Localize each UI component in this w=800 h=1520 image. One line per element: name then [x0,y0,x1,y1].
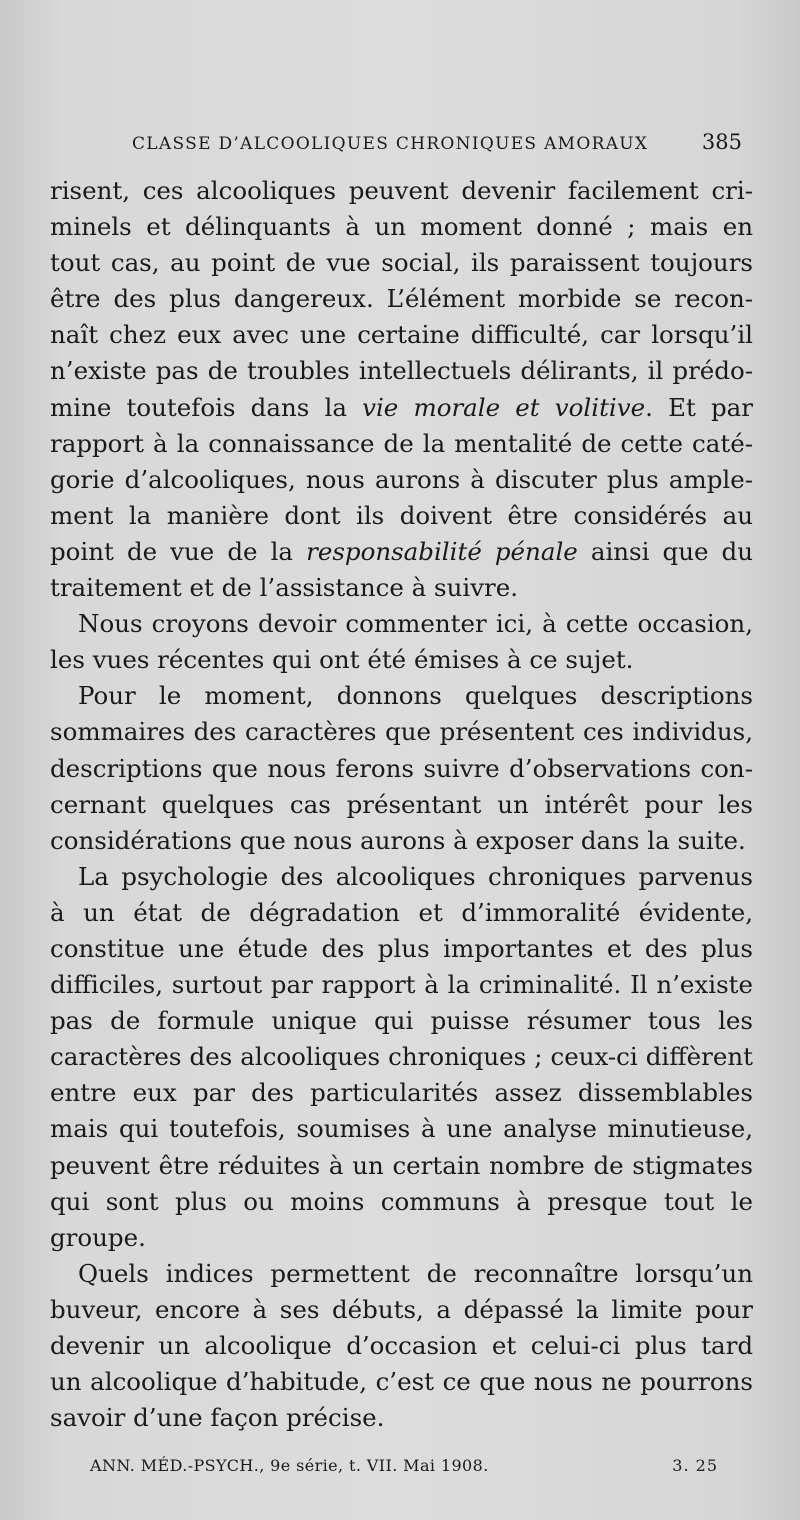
text-line: les vues récentes qui ont été émises à ce sujet. [50,645,634,675]
text-line: devenir un alcoolique d’occasion et celui-ci plus tard [50,1331,753,1360]
text-segment: point de vue de la [50,536,307,566]
body-text [50,173,753,1436]
page-number: 385 [701,130,742,154]
text-segment: ainsi que du [577,536,753,566]
text-line: Nous croyons devoir commenter ici, à cette occasion, [78,609,753,639]
page-footer [90,1456,718,1482]
text-line: minels et délinquants à un moment donné ; mais en [50,212,753,242]
text-line: ment la manière dont ils doivent être considérés au [50,500,753,530]
text-line: un alcoolique d’habitude, c’est ce que nous ne pourrons [50,1367,753,1397]
text-segment: . Et par [645,392,753,422]
text-line: qui sont plus ou moins communs à presque tout le [50,1186,753,1216]
text-line [50,534,753,570]
signature-mark: 3. 25 [672,1456,718,1475]
text-line: buveur, encore à ses débuts, a dépassé la limite pour [50,1294,753,1324]
journal-reference: ANN. MÉD.-PSYCH., 9e série, t. VII. Mai 1908. [90,1456,489,1475]
text-line: constitue une étude des plus importantes et des plus [50,933,753,963]
text-line: Quels indices permettent de reconnaître lorsqu’un [78,1258,753,1288]
text-line: caractères des alcooliques chroniques ; ceux-ci diffèrent [50,1042,753,1072]
text-line: cernant quelques cas présentant un intérêt pour les [50,789,753,819]
text-line: descriptions que nous ferons suivre d’observations con- [50,753,753,783]
running-header [50,128,742,162]
text-line: La psychologie des alcooliques chroniques parvenus [78,861,753,891]
text-line: risent, ces alcooliques peuvent devenir facilement cri- [50,176,753,205]
text-line: groupe. [50,1222,146,1252]
text-line: à un état de dégradation et d’immoralité évidente, [50,897,753,927]
text-line: savoir d’une façon précise. [50,1403,385,1433]
text-line: entre eux par des particularités assez dissemblables [50,1078,753,1108]
text-line [50,390,753,426]
text-line: naît chez eux avec une certaine difficulté, car lorsqu’il [50,320,753,350]
text-line: pas de formule unique qui puisse résumer tous les [50,1006,753,1036]
text-line: considérations que nous aurons à exposer dans la suite. [50,825,746,855]
text-line: mais qui toutefois, soumises à une analyse minutieuse, [50,1114,753,1144]
text-line: sommaires des caractères que présentent ces individus, [50,717,753,747]
text-line: tout cas, au point de vue social, ils paraissent toujours [50,248,753,278]
text-segment: mine toutefois dans la [50,392,363,422]
text-line: traitement et de l’assistance à suivre. [50,573,519,603]
text-line: difficiles, surtout par rapport à la criminalité. Il n’existe [50,970,753,1000]
running-title: CLASSE D’ALCOOLIQUES CHRONIQUES AMORAUX [132,134,649,154]
text-line: Pour le moment, donnons quelques descriptions [78,681,753,711]
text-line: rapport à la connaissance de la mentalité de cette caté- [50,428,753,458]
text-line: n’existe pas de troubles intellectuels délirants, il prédo- [50,356,753,386]
italic-phrase: responsabilité pénale [306,536,578,566]
italic-phrase: vie morale et volitive [362,392,646,422]
text-line: peuvent être réduites à un certain nombre de stigmates [50,1150,753,1180]
text-line: être des plus dangereux. L’élément morbide se recon- [50,284,753,314]
text-line: gorie d’alcooliques, nous aurons à discuter plus ample- [50,464,753,494]
